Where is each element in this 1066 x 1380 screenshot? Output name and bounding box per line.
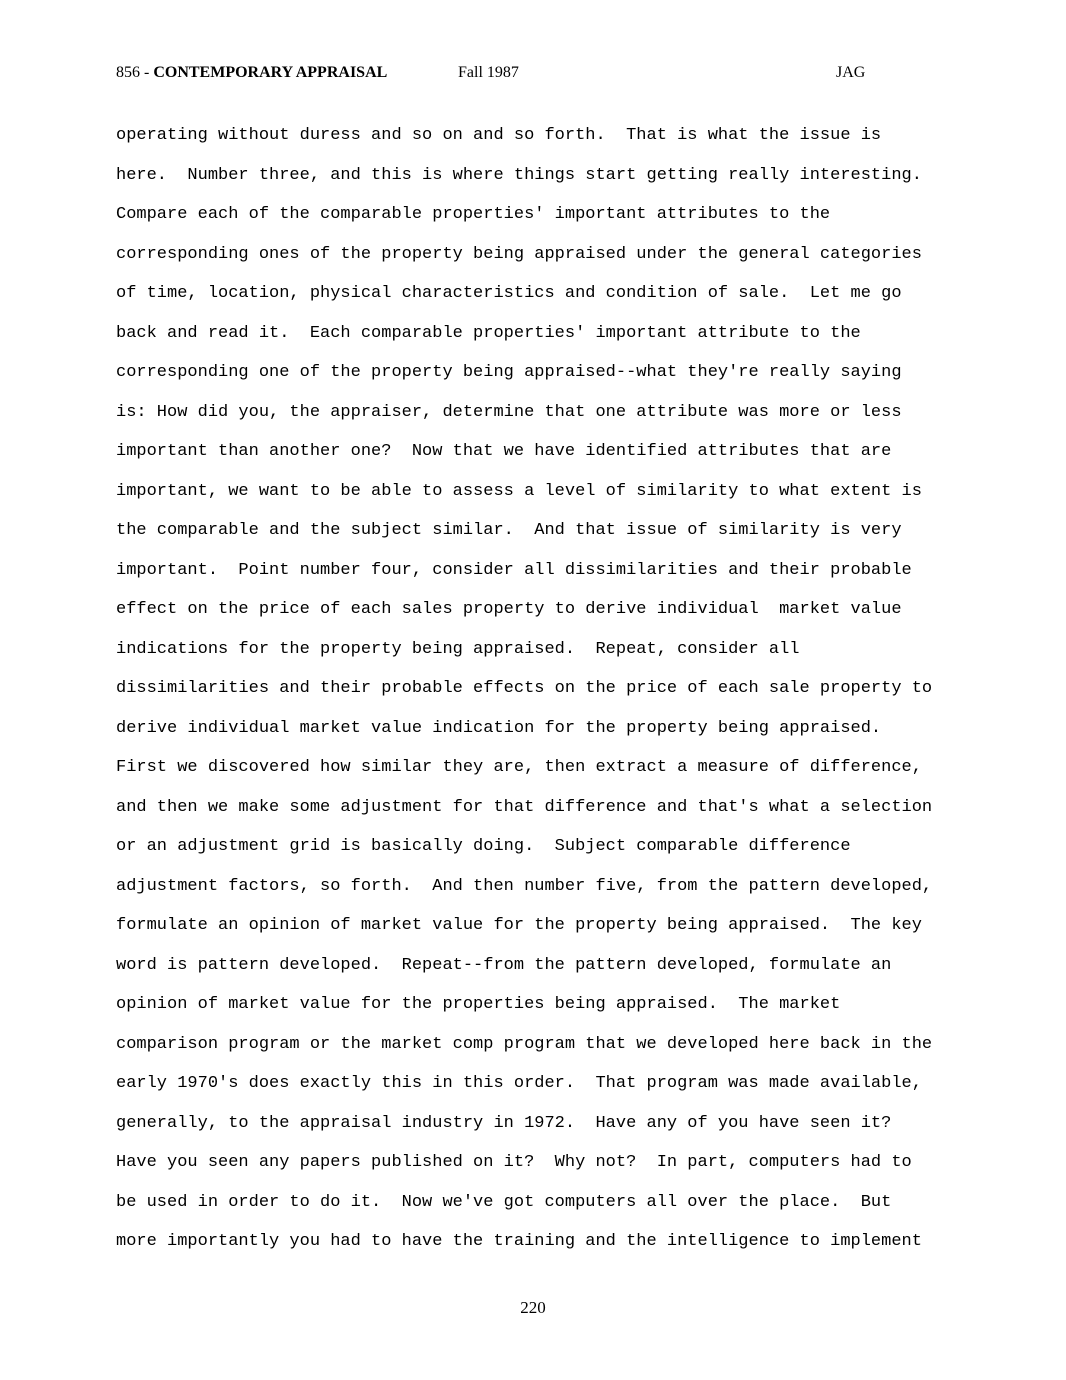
text-line: Have you seen any papers published on it? Why not? In part, computers had to (116, 1153, 912, 1172)
text-line: Compare each of the comparable properties' important attributes to the (116, 205, 831, 224)
text-line: back and read it. Each comparable properties' important attribute to the (116, 323, 861, 343)
header-initials: JAG (836, 64, 866, 81)
page-number: 220 (520, 1298, 546, 1317)
page-header (116, 62, 950, 84)
header-term: Fall 1987 (458, 64, 519, 81)
text-line: opinion of market value for the properties being appraised. The market (116, 995, 841, 1014)
text-line: First we discovered how similar they are, then extract a measure of difference, (116, 758, 922, 777)
text-line: indications for the property being appraised. Repeat, consider all (116, 639, 800, 659)
text-line: adjustment factors, so forth. And then number five, from the pattern developed, (116, 876, 933, 896)
text-line: word is pattern developed. Repeat--from the pattern developed, formulate an (116, 955, 892, 975)
text-line: be used in order to do it. Now we've got computers all over the place. But (116, 1192, 892, 1212)
text-line: the comparable and the subject similar. And that issue of similarity is very (116, 521, 902, 540)
text-line: corresponding one of the property being appraised--what they're really saying (116, 363, 902, 382)
text-line: dissimilarities and their probable effects on the price of each sale property to (116, 679, 933, 698)
text-line: important, we want to be able to assess a level of similarity to what extent is (116, 481, 922, 501)
course-number: 856 - (116, 64, 154, 81)
text-line: and then we make some adjustment for that difference and that's what a selection (116, 797, 933, 817)
text-line: is: How did you, the appraiser, determine that one attribute was more or less (116, 402, 902, 422)
text-line: operating without duress and so on and so forth. That is what the issue is (116, 126, 882, 145)
course-title: CONTEMPORARY APPRAISAL (153, 64, 388, 81)
text-line: important. Point number four, consider all dissimilarities and their probable (116, 560, 912, 580)
text-line: effect on the price of each sales property to derive individual market value (116, 600, 902, 619)
text-line: here. Number three, and this is where things start getting really interesting. (116, 165, 922, 185)
text-line: early 1970's does exactly this in this order. That program was made available, (116, 1074, 922, 1093)
text-line: or an adjustment grid is basically doing. Subject comparable difference (116, 837, 851, 856)
text-line: important than another one? Now that we have identified attributes that are (116, 442, 892, 461)
text-line: corresponding ones of the property being appraised under the general categories (116, 244, 922, 264)
header-course (116, 62, 387, 84)
text-line: of time, location, physical characteristics and condition of sale. Let me go (116, 284, 902, 303)
transcript-body (116, 116, 956, 1262)
text-line: comparison program or the market comp program that we developed here back in the (116, 1034, 933, 1054)
text-line: generally, to the appraisal industry in 1972. Have any of you have seen it? (116, 1113, 892, 1133)
text-line: formulate an opinion of market value for the property being appraised. The key (116, 916, 922, 935)
text-line: more importantly you had to have the training and the intelligence to implement (116, 1232, 922, 1251)
text-line: derive individual market value indication for the property being appraised. (116, 718, 882, 738)
